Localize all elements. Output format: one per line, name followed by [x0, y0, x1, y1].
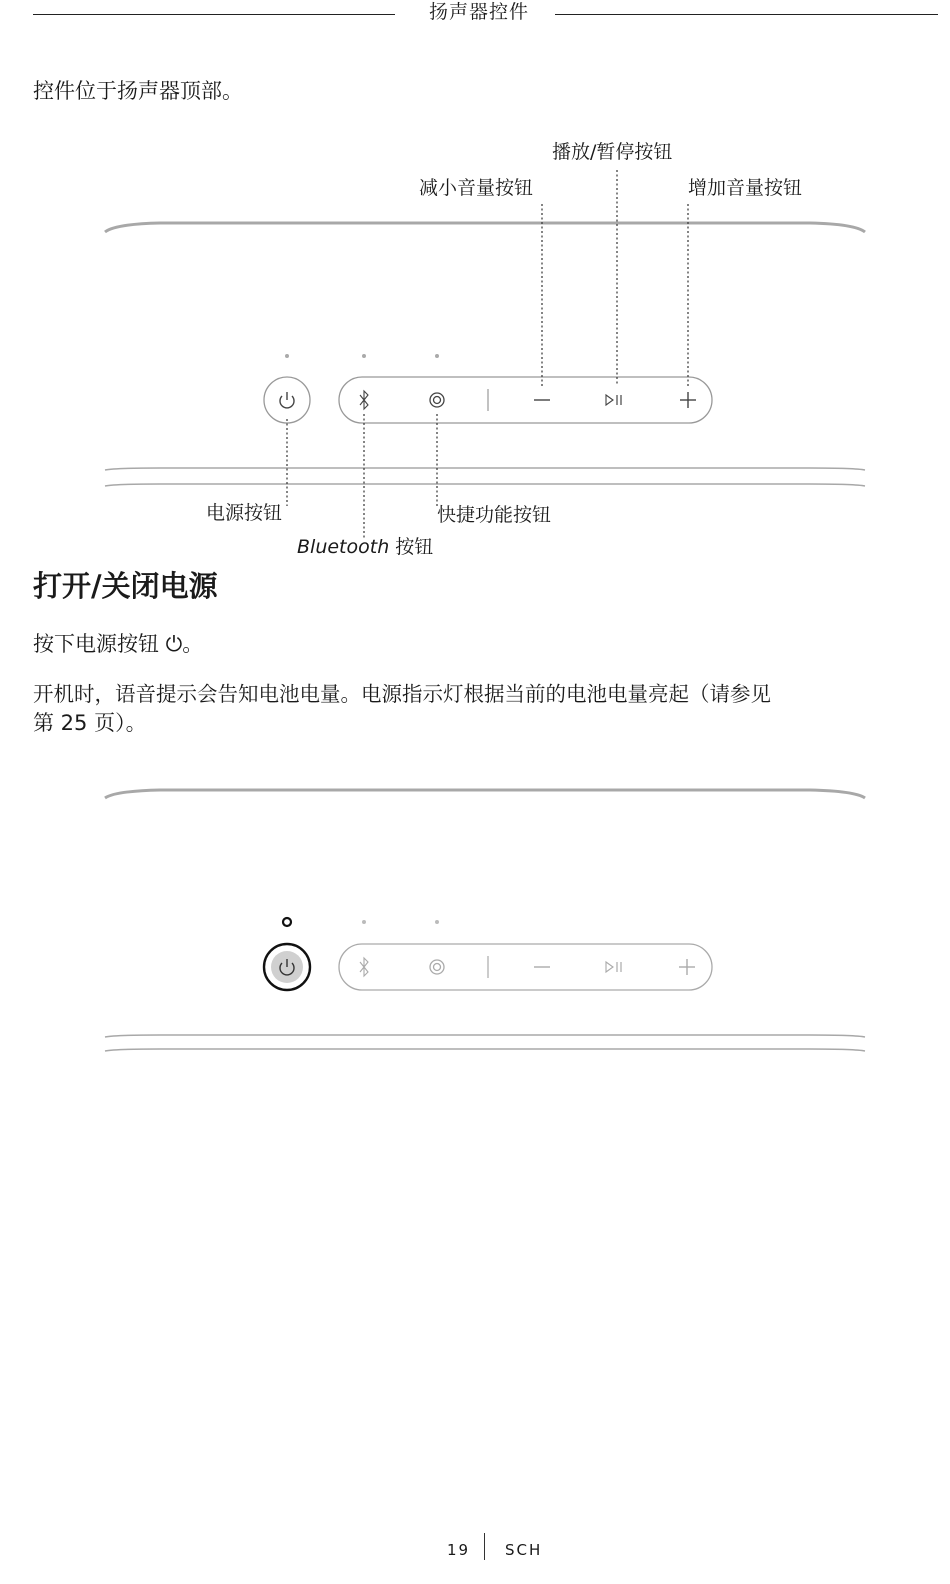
- play-pause-icon-2: [606, 962, 621, 972]
- bluetooth-icon: [360, 391, 368, 409]
- speaker-bottom-edge-2: [105, 1049, 865, 1051]
- control-bar-2: [339, 944, 712, 990]
- callout-bluetooth-zh: 按钮: [389, 536, 434, 558]
- control-bar: [339, 377, 712, 423]
- footer-separator: [484, 1533, 485, 1560]
- speaker-top-edge: [105, 223, 865, 232]
- section-title: 扬声器控件: [428, 1, 529, 23]
- section-heading: 打开/关闭电源: [33, 569, 218, 603]
- page-number: 19: [447, 1541, 471, 1559]
- power-step-text: 按下电源按钮 ⏻。: [33, 632, 204, 656]
- power-indicator-lit: [283, 918, 291, 926]
- plus-icon-2: [679, 959, 695, 975]
- shortcut-icon: [430, 393, 444, 407]
- callout-shortcut: 快捷功能按钮: [437, 504, 552, 526]
- language-code: SCH: [505, 1541, 543, 1559]
- shortcut-indicator-light-2: [435, 920, 439, 924]
- callout-volume-up: 增加音量按钮: [688, 177, 803, 199]
- callout-play-pause: 播放/暂停按钮: [552, 141, 673, 163]
- bluetooth-indicator-light-2: [362, 920, 366, 924]
- speaker-front-edge-2: [105, 1035, 865, 1037]
- shortcut-indicator-light: [435, 354, 439, 358]
- intro-text: 控件位于扬声器顶部。: [33, 79, 243, 103]
- power-indicator-light: [285, 354, 289, 358]
- play-pause-button[interactable]: [606, 395, 621, 405]
- shortcut-icon-2: [430, 960, 444, 974]
- power-icon: [280, 392, 294, 408]
- speaker-controls-diagram: [0, 0, 950, 560]
- volume-up-button[interactable]: [680, 392, 696, 408]
- callout-volume-down: 减小音量按钮: [419, 177, 534, 199]
- power-button[interactable]: [264, 377, 310, 423]
- shortcut-button[interactable]: [430, 393, 444, 407]
- bluetooth-icon-2: [360, 958, 368, 976]
- speaker-top-edge-2: [105, 790, 865, 798]
- bluetooth-indicator-light: [362, 354, 366, 358]
- speaker-front-edge: [105, 468, 865, 470]
- speaker-bottom-edge: [105, 484, 865, 486]
- play-pause-icon: [606, 395, 621, 405]
- plus-icon: [680, 392, 696, 408]
- power-note-line-1: 开机时，语音提示会告知电池电量。电源指示灯根据当前的电池电量亮起（请参见: [33, 682, 771, 706]
- power-on-diagram: [0, 770, 950, 1070]
- callout-power: 电源按钮: [206, 502, 283, 524]
- power-note-line-2: 第 25 页）。: [33, 711, 147, 735]
- callout-bluetooth-en: Bluetooth: [297, 536, 390, 558]
- bluetooth-button[interactable]: [360, 391, 368, 409]
- power-button-pressed[interactable]: [264, 944, 310, 990]
- callout-bluetooth: [297, 535, 433, 559]
